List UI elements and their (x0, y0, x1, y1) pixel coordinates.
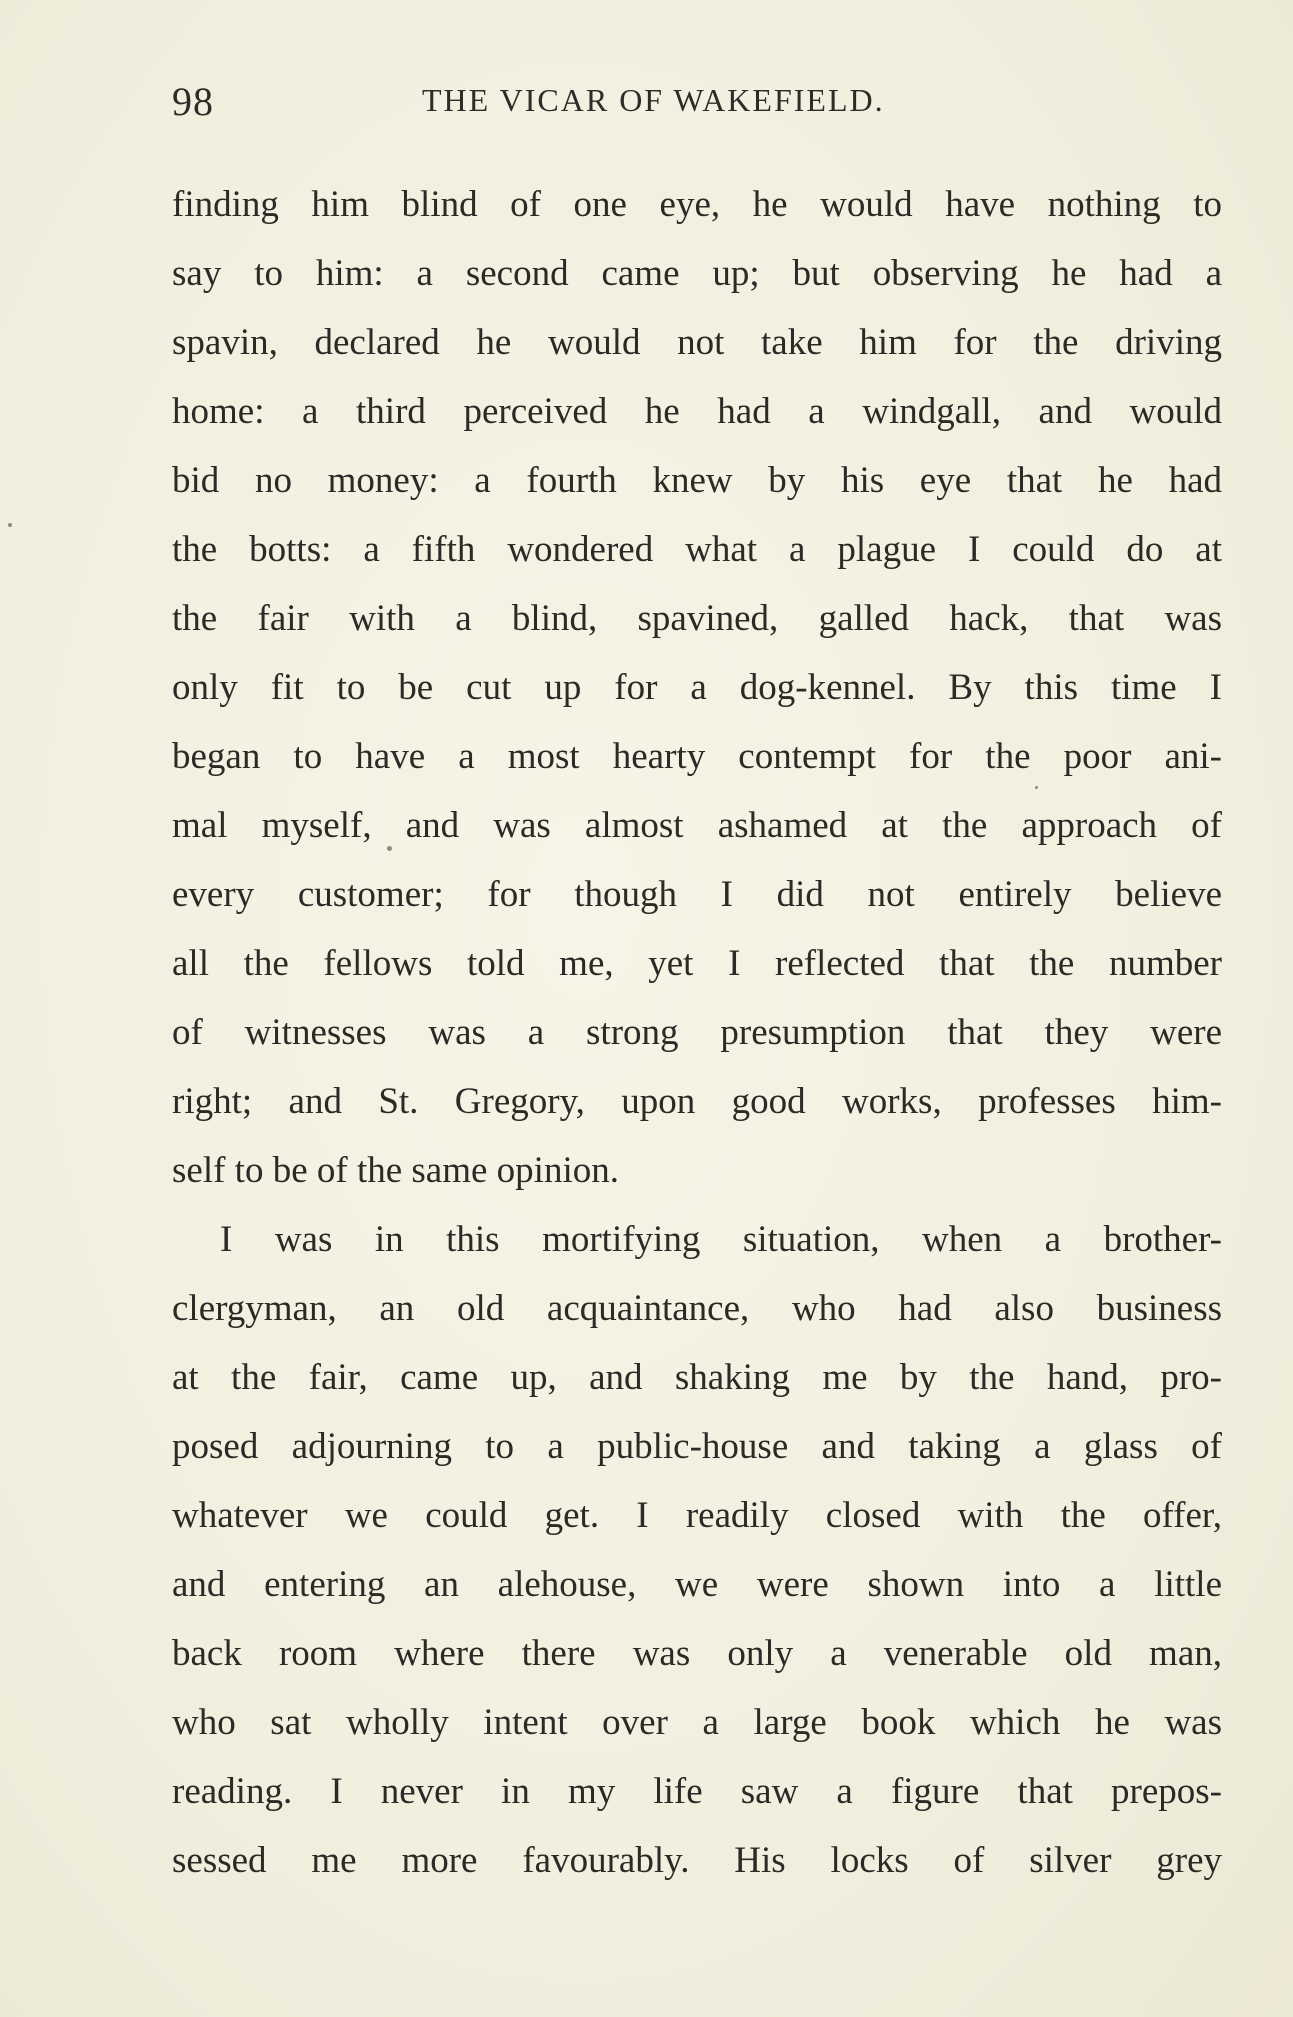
text-line-paragraph-start: I was in this mortifying situation, when a brother- (220, 1219, 1222, 1260)
text-line: the botts: a fifth wondered what a plague I could do at (172, 529, 1222, 570)
text-line: finding him blind of one eye, he would have nothing to (172, 184, 1222, 225)
paper-speck (8, 523, 12, 527)
text-line: of witnesses was a strong presumption that they were (172, 1012, 1222, 1053)
text-line: whatever we could get. I readily closed with the offer, (172, 1495, 1222, 1536)
page-number: 98 (172, 79, 214, 124)
text-line: and entering an alehouse, we were shown into a little (172, 1564, 1222, 1605)
text-line: clergyman, an old acquaintance, who had also business (172, 1288, 1222, 1329)
body-text (172, 170, 1222, 1895)
paper-speck (387, 846, 392, 851)
text-line: every customer; for though I did not entirely believe (172, 874, 1222, 915)
text-line: only fit to be cut up for a dog-kennel. By this time I (172, 667, 1222, 708)
text-line: spavin, declared he would not take him for the driving (172, 322, 1222, 363)
text-line: bid no money: a fourth knew by his eye that he had (172, 460, 1222, 501)
text-line: right; and St. Gregory, upon good works, professes him- (172, 1081, 1222, 1122)
text-line: began to have a most hearty contempt for the poor ani- (172, 736, 1222, 777)
running-head (172, 78, 1222, 138)
text-line: posed adjourning to a public-house and taking a glass of (172, 1426, 1222, 1467)
running-title: THE VICAR OF WAKEFIELD. (422, 82, 885, 118)
text-line: back room where there was only a venerable old man, (172, 1633, 1222, 1674)
text-line: home: a third perceived he had a windgall, and would (172, 391, 1222, 432)
text-line: say to him: a second came up; but observing he had a (172, 253, 1222, 294)
text-line: all the fellows told me, yet I reflected that the number (172, 943, 1222, 984)
text-line: mal myself, and was almost ashamed at the approach of (172, 805, 1222, 846)
text-line: at the fair, came up, and shaking me by the hand, pro- (172, 1357, 1222, 1398)
text-line-paragraph-end: self to be of the same opinion. (172, 1150, 619, 1191)
text-line: sessed me more favourably. His locks of silver grey (172, 1840, 1222, 1881)
text-line: who sat wholly intent over a large book which he was (172, 1702, 1222, 1743)
text-line: reading. I never in my life saw a figure that prepos- (172, 1771, 1222, 1812)
text-line: the fair with a blind, spavined, galled hack, that was (172, 598, 1222, 639)
paper-speck (1035, 786, 1038, 789)
